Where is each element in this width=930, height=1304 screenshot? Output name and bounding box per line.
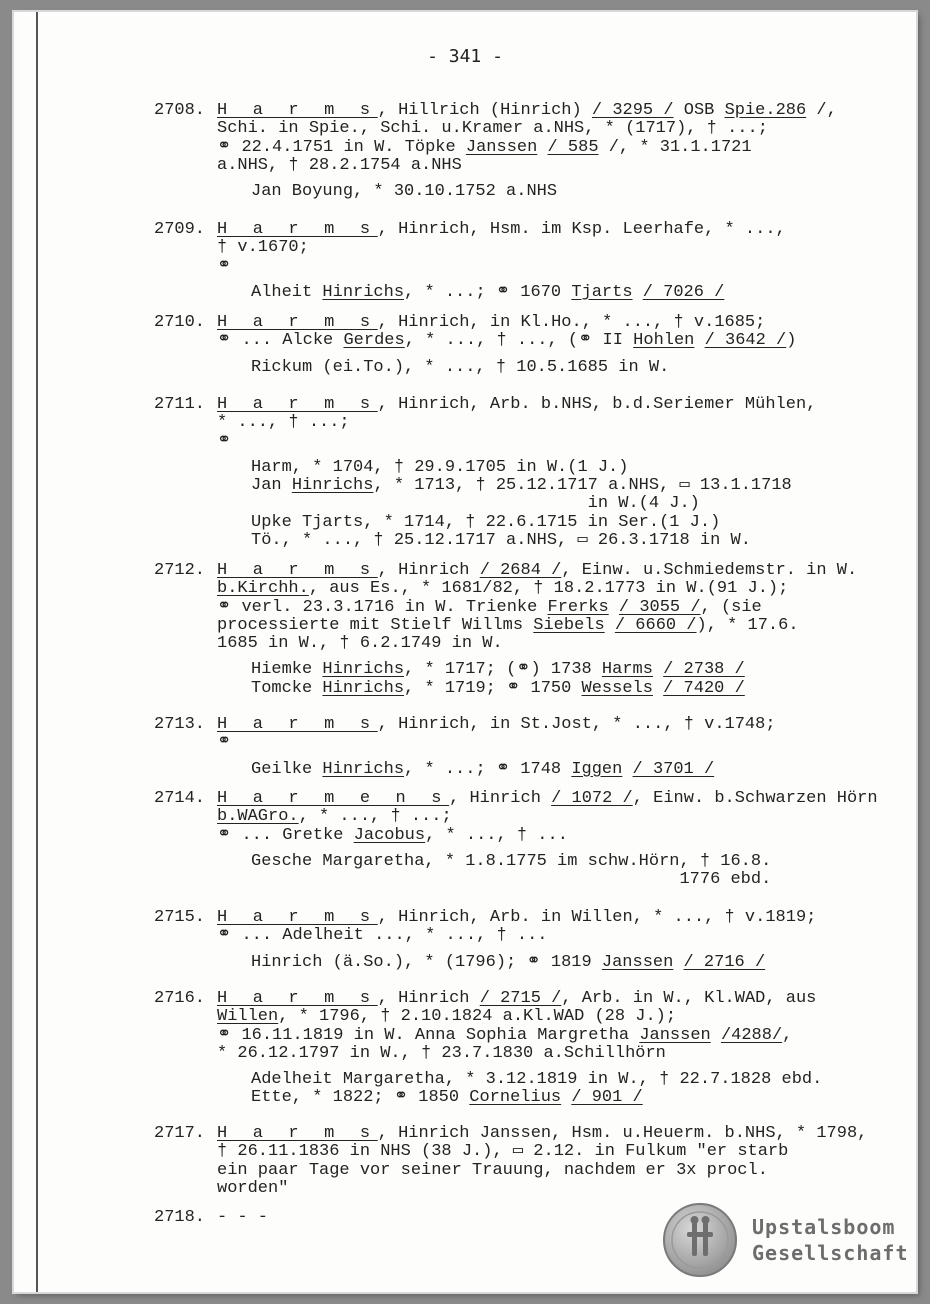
text-run: /, * 31.1.1721	[598, 137, 752, 157]
text-run: , Hinrich, Hsm. im Ksp. Leerhafe, * ...,	[377, 220, 786, 239]
surname-spaced: H a r m s	[217, 313, 378, 332]
text-run	[605, 616, 615, 635]
text-run: ⚭	[217, 733, 232, 753]
text-run: ⚭	[217, 256, 232, 276]
underlined-ref: / 3642 /	[704, 331, 787, 351]
text-run: Tö., * ..., † 25.12.1717 a.NHS, ▭ 26.3.1718 in W.	[251, 531, 751, 551]
underlined-ref: Jacobus	[353, 825, 426, 845]
underlined-ref: / 6660 /	[614, 615, 697, 635]
underlined-ref: Hinrichs	[322, 282, 405, 302]
underlined-ref: / 901 /	[571, 1088, 643, 1108]
text-run	[633, 283, 643, 302]
entry-body	[217, 102, 897, 201]
text-run: , * ..., † ..., (⚭ II	[404, 331, 634, 351]
entry-line	[217, 580, 897, 598]
text-run: , Einw. u.Schmiedemstr. in W.	[561, 561, 858, 580]
underlined-ref: Hohlen	[633, 331, 695, 351]
underlined-ref: Harms	[601, 660, 653, 680]
text-run: * ..., † ...;	[217, 413, 350, 433]
text-run: 1685 in W., † 6.2.1749 in W.	[217, 634, 503, 654]
text-run: ⚭ verl. 23.3.1716 in W. Trienke	[217, 597, 548, 617]
entry-line	[217, 1008, 897, 1026]
entry-line	[217, 396, 897, 414]
underlined-ref: / 7420 /	[663, 678, 745, 698]
text-run: processierte mit Stielf Willms	[217, 615, 534, 635]
entry-line	[217, 314, 897, 332]
entry-body	[217, 221, 897, 302]
underlined-ref: Janssen	[639, 1025, 711, 1045]
society-watermark	[752, 1214, 909, 1266]
underlined-ref: /4288/	[720, 1025, 783, 1045]
text-run: Hiemke	[251, 660, 323, 680]
text-run	[609, 598, 619, 617]
entry-number: 2715.	[154, 908, 206, 927]
surname-spaced: H a r m s	[217, 1124, 378, 1143]
underlined-ref: / 3701 /	[632, 759, 715, 779]
underlined-ref: b.Kirchh.	[217, 579, 309, 599]
text-run	[694, 331, 704, 350]
text-run	[673, 953, 683, 972]
entry-line	[217, 414, 897, 432]
text-run: , aus Es., * 1681/82, † 18.2.1773 in W.(91 J.);	[308, 579, 789, 599]
entry-number: 2708.	[154, 101, 206, 120]
child-line	[217, 853, 897, 871]
text-run: * 26.12.1797 in W., † 23.7.1830 a.Schillhörn	[217, 1043, 666, 1063]
text-run: ⚭	[217, 431, 232, 451]
child-line	[217, 532, 897, 550]
entry-line	[217, 332, 897, 350]
entry-line	[217, 433, 897, 451]
entry-line	[217, 1027, 897, 1045]
child-line	[217, 1089, 897, 1107]
text-run: Tomcke	[251, 678, 323, 698]
text-run	[622, 760, 632, 779]
document-page	[14, 12, 916, 1292]
watermark-line1: Upstalsboom	[752, 1215, 896, 1239]
entry-line	[217, 562, 897, 580]
text-run	[561, 1088, 571, 1107]
entry-line	[217, 827, 897, 845]
surname-spaced: H a r m s	[217, 908, 378, 927]
underlined-ref: / 585	[547, 137, 599, 157]
text-run: Ette, * 1822; ⚭ 1850	[251, 1088, 470, 1108]
entry-line	[217, 139, 897, 157]
child-line	[217, 459, 897, 477]
entry-body	[217, 396, 897, 550]
text-run: Alheit	[251, 282, 323, 302]
surname-spaced: H a r m s	[217, 220, 378, 239]
text-run: - - -	[217, 1208, 269, 1227]
text-run: , Hinrich, in Kl.Ho., * ..., † v.1685;	[377, 313, 766, 332]
child-line	[217, 359, 897, 377]
child-line	[217, 183, 897, 201]
entry-line	[217, 927, 897, 945]
underlined-ref: Hinrichs	[322, 759, 405, 779]
entry-body	[217, 314, 897, 377]
underlined-ref: Spie.286	[724, 101, 807, 120]
entry-line	[217, 258, 897, 276]
underlined-ref: / 2738 /	[663, 660, 745, 680]
child-line	[217, 495, 897, 513]
text-run: )	[786, 331, 797, 351]
entry-number: 2717.	[154, 1124, 206, 1143]
underlined-ref: Hinrichs	[322, 678, 405, 698]
underlined-ref: Gerdes	[343, 331, 405, 351]
underlined-ref: Hinrichs	[291, 476, 374, 496]
child-line	[217, 661, 897, 679]
page-number: - 341 -	[427, 46, 503, 67]
text-run: ), * 17.6.	[696, 615, 799, 635]
entry-line	[217, 157, 897, 175]
entry-body	[217, 990, 897, 1108]
entry-line	[217, 1162, 897, 1180]
underlined-ref: / 2684 /	[479, 561, 562, 580]
watermark-line2: Gesellschaft	[752, 1241, 909, 1265]
text-run: , Hinrich	[377, 989, 480, 1008]
entry-body	[217, 716, 897, 779]
text-run: , Hinrich, Arb. b.NHS, b.d.Seriemer Mühlen,	[377, 395, 817, 414]
entry-line	[217, 716, 897, 734]
underlined-ref: / 3295 /	[591, 101, 674, 120]
entry-line	[217, 120, 897, 138]
entry-line	[217, 1045, 897, 1063]
text-run: , * 1796, † 2.10.1824 a.Kl.WAD (28 J.);	[278, 1007, 677, 1027]
text-run: OSB	[673, 101, 725, 120]
text-run: ⚭ ... Gretke	[217, 825, 354, 845]
text-run: , * 1713, † 25.12.1717 a.NHS, ▭ 13.1.1718	[373, 476, 792, 496]
text-run: worden"	[217, 1178, 289, 1198]
text-run: , * 1717; (⚭) 1738	[404, 660, 602, 680]
text-run: , * ..., † ...	[425, 825, 568, 845]
text-run: , Hillrich (Hinrich)	[377, 101, 592, 120]
surname-spaced: H a r m e n s	[217, 789, 450, 808]
text-run: Adelheit Margaretha, * 3.12.1819 in W., † 22.7.1828 ebd.	[251, 1070, 823, 1090]
entry-number: 2709.	[154, 220, 206, 239]
entry-line	[217, 909, 897, 927]
text-run: Jan Boyung, * 30.10.1752 a.NHS	[251, 182, 558, 202]
text-run: Hinrich (ä.So.), * (1796); ⚭ 1819	[251, 952, 602, 972]
text-run	[711, 1026, 721, 1045]
entry-line	[217, 1125, 897, 1143]
entry-line	[217, 990, 897, 1008]
underlined-ref: / 2715 /	[479, 989, 562, 1008]
entry-number: 2711.	[154, 395, 206, 414]
child-line	[217, 514, 897, 532]
underlined-ref: Cornelius	[469, 1088, 562, 1108]
text-run: , (sie	[700, 597, 762, 617]
text-run: /,	[806, 101, 837, 120]
text-run: ,	[782, 1025, 793, 1045]
text-run: , Arb. in W., Kl.WAD, aus	[561, 989, 817, 1008]
child-line	[217, 477, 897, 495]
text-run: , * ...; ⚭ 1748	[404, 759, 572, 779]
text-run	[653, 679, 663, 698]
text-run: ein paar Tage vor seiner Trauung, nachdem er 3x procl.	[217, 1160, 768, 1180]
entry-body	[217, 790, 897, 889]
entry-number: 2712.	[154, 561, 206, 580]
underlined-ref: / 2716 /	[683, 952, 766, 972]
text-run: , Einw. b.Schwarzen Hörn	[632, 789, 878, 808]
entry-line	[217, 617, 897, 635]
underlined-ref: Tjarts	[571, 282, 633, 302]
surname-spaced: H a r m s	[217, 715, 378, 734]
entry-line	[217, 1143, 897, 1161]
text-run: in W.(4 J.)	[251, 494, 700, 514]
underlined-ref: Willen	[217, 1007, 279, 1027]
underlined-ref: b.WAGro.	[217, 807, 299, 827]
entry-number: 2710.	[154, 313, 206, 332]
underlined-ref: Wessels	[581, 678, 653, 698]
text-run: , * ..., † ...;	[298, 807, 452, 827]
entry-number: 2714.	[154, 789, 206, 808]
entry-number: 2718.	[154, 1208, 206, 1227]
text-run: Jan	[251, 476, 292, 496]
child-line	[217, 871, 897, 889]
surname-spaced: H a r m s	[217, 561, 378, 580]
child-line	[217, 761, 897, 779]
underlined-ref: Janssen	[465, 137, 538, 157]
text-run: Harm, * 1704, † 29.9.1705 in W.(1 J.)	[251, 457, 629, 477]
text-run: , * 1719; ⚭ 1750	[404, 678, 582, 698]
entry-line	[217, 734, 897, 752]
text-run: Rickum (ei.To.), * ..., † 10.5.1685 in W.	[251, 357, 670, 377]
surname-spaced: H a r m s	[217, 395, 378, 414]
text-run	[537, 138, 547, 157]
text-run: , Hinrich, Arb. in Willen, * ..., † v.1819;	[377, 908, 817, 927]
entry-line	[217, 635, 897, 653]
underlined-ref: / 7026 /	[642, 282, 725, 302]
binding-line	[36, 12, 38, 1292]
text-run: , Hinrich	[377, 561, 480, 580]
child-line	[217, 680, 897, 698]
text-run	[653, 660, 663, 679]
text-run: Gesche Margaretha, * 1.8.1775 im schw.Hörn, † 16.8.	[251, 851, 772, 871]
entry-body	[217, 909, 897, 972]
text-run: , Hinrich, in St.Jost, * ..., † v.1748;	[377, 715, 776, 734]
text-run: Geilke	[251, 759, 323, 779]
text-run: ⚭ ... Alcke	[217, 331, 344, 351]
child-line	[217, 1071, 897, 1089]
text-run: ⚭ ... Adelheit ..., * ..., † ...	[217, 926, 548, 946]
text-run: † 26.11.1836 in NHS (38 J.), ▭ 2.12. in Fulkum "er starb	[217, 1142, 789, 1162]
entry-line	[217, 808, 897, 826]
text-run: , Hinrich Janssen, Hsm. u.Heuerm. b.NHS, * 1798,	[377, 1124, 868, 1143]
child-line	[217, 284, 897, 302]
entry-body	[217, 1125, 897, 1198]
text-run: , Hinrich	[449, 789, 552, 808]
underlined-ref: Janssen	[601, 952, 674, 972]
text-run: , * ...; ⚭ 1670	[404, 282, 572, 302]
entry-line	[217, 102, 897, 120]
entry-body	[217, 562, 897, 698]
underlined-ref: Iggen	[571, 759, 623, 779]
text-run: a.NHS, † 28.2.1754 a.NHS	[217, 155, 462, 175]
underlined-ref: Siebels	[533, 615, 605, 635]
text-run: ⚭ 22.4.1751 in W. Töpke	[217, 137, 466, 157]
entry-number: 2713.	[154, 715, 206, 734]
text-run: Schi. in Spie., Schi. u.Kramer a.NHS, * (1717), † ...;	[217, 119, 768, 139]
underlined-ref: / 1072 /	[551, 789, 633, 808]
text-run: 1776 ebd.	[251, 870, 772, 890]
entry-line	[217, 1180, 897, 1198]
child-line	[217, 954, 897, 972]
underlined-ref: / 3055 /	[618, 597, 701, 617]
entry-line	[217, 790, 897, 808]
text-run: ⚭ 16.11.1819 in W. Anna Sophia Margretha	[217, 1025, 640, 1045]
entry-line	[217, 239, 897, 257]
text-run: Upke Tjarts, * 1714, † 22.6.1715 in Ser.(1 J.)	[251, 512, 721, 532]
surname-spaced: H a r m s	[217, 989, 378, 1008]
seal-logo-icon	[662, 1202, 738, 1278]
entry-line	[217, 599, 897, 617]
entry-line	[217, 221, 897, 239]
surname-spaced: H a r m s	[217, 101, 378, 120]
underlined-ref: Frerks	[547, 597, 609, 617]
entry-number: 2716.	[154, 989, 206, 1008]
underlined-ref: Hinrichs	[322, 660, 405, 680]
text-run: † v.1670;	[217, 238, 309, 258]
